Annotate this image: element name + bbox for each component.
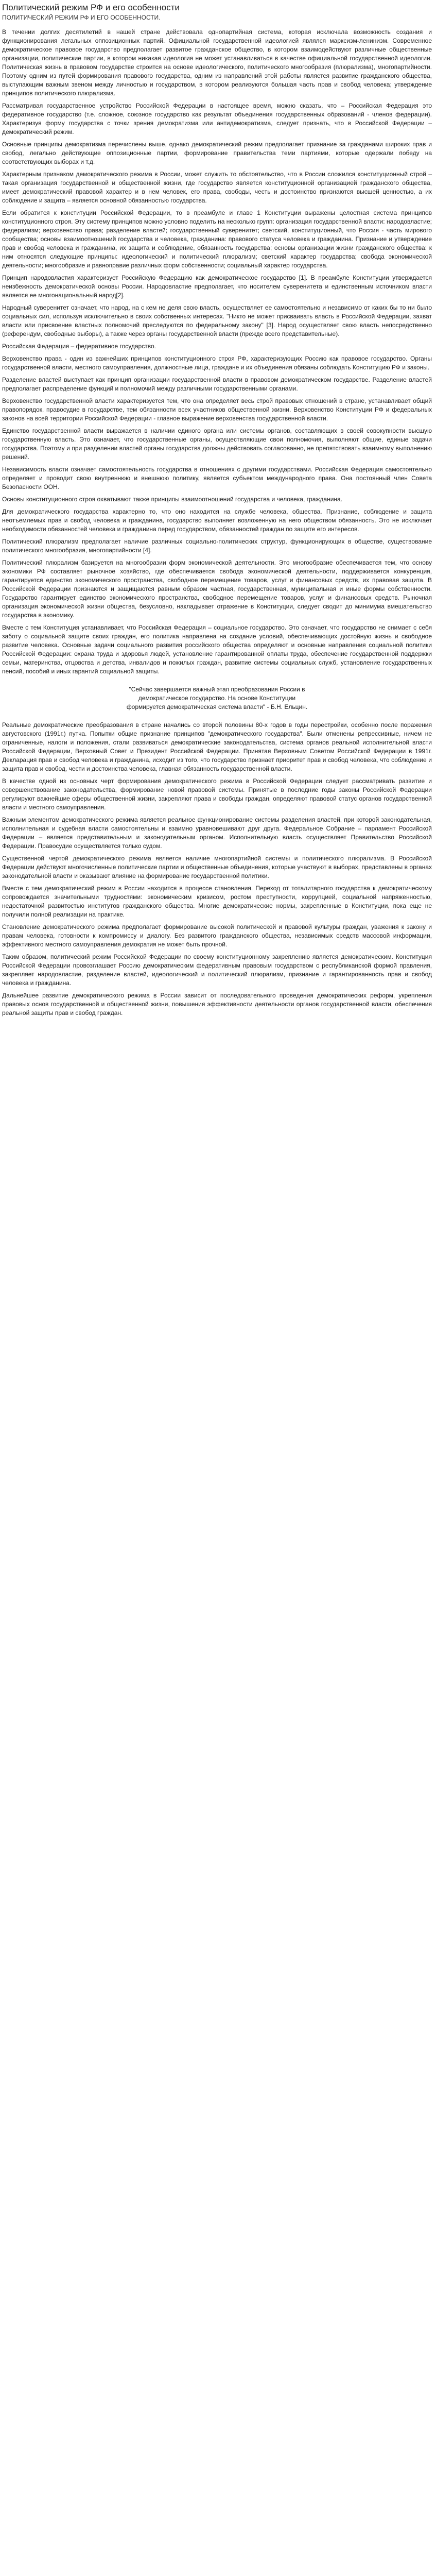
paragraph: Существенной чертой демократического режима является наличие многопартийной системы и политического плюрализма. В Российской Федерации действуют многочисленные политические партии и общественные объединения, которые участвуют в выборах, представлены в органах законодательной власти и оказывают влияние на формирование государственной политики. (2, 855, 432, 879)
quote-line: формируется демократическая система власти" - Б.Н. Ельцин. (126, 703, 308, 710)
paragraph: Разделение властей выступает как принцип организации государственной власти в правовом демократическом государстве. Разделение властей предполагает распределение функций и полномочий между различными государственными органами. (2, 376, 432, 392)
paragraph: Характерным признаком демократического режима в России, может служить то обстоятельство, что в России сложился конституционный строй – такая организация государственной и общественной жизни, где государство является конституционной организацией гражданского общества, имеет демократический правовой характер и в нем человек, его права, свободы, честь и достоинство признаются высшей ценностью, а их соблюдение и защита – является основной обязанностью государства. (2, 171, 432, 204)
paragraph: Таким образом, политический режим Российской Федерации по своему конституционному закреплению является демократическим. Конституция Российской Федерации провозглашает Россию демократическим федеративным правовым государством с республиканской формой правления, закрепляет народовластие, разделение властей, идеологический и политический плюрализм, признание и гарантированность прав и свобод человека и гражданина. (2, 953, 432, 987)
paragraph: Независимость власти означает самостоятельность государства в отношениях с другими государствами. Российская Федерация самостоятельно определяет и проводит свою внутреннюю и внешнюю политику, является субъектом международного права. Она постоянный член Совета Безопасности ООН. (2, 466, 432, 490)
paragraph: Если обратится к конституции Российской Федерации, то в преамбуле и главе 1 Конституции выражены целостная система принципов конституционного строя. Эту систему принципов можно условно поделить на несколько групп: организация государственной власти: народовластие; федерализм; верховенство права; разделение властей; государственный суверенитет; светский, конституционный, что Россия - часть мирового сообщества; основы взаимоотношений государства и человека, гражданина: правового статуса человека и гражданина. Признание и утверждение прав и свобод человека и гражданина, их защита и соблюдение, обязанность государства; основы организации жизни гражданского общества: к ним относятся следующие принципы: идеологический и политический плюрализм; светский характер государства; свобода экономической деятельности; многообразие и равноправие различных форм собственности; социальный характер государства. (2, 209, 432, 269)
paragraph: Народный суверенитет означает, что народ, на с кем не деля свою власть, осуществляет ее самостоятельно и независимо от каких бы то ни было социальных сил, используя исключительно в своих собственных интересах. "Никто не может присваивать власть в Российской Федерации, захват власти или присвоение властных полномочий преследуются по федеральному закону" [3]. Народ осуществляет свою власть непосредственно (референдум, свободные выборы), а также через органы государственной власти (прежде всего представительные). (2, 304, 432, 337)
quote-line: демократическое государство. На основе Конституции (138, 694, 296, 702)
paragraph: Основные принципы демократизма перечислены выше, однако демократический режим предполагает признание за гражданами широких прав и свобод, легально действующие оппозиционные партии, формирование правительства теми партиями, которые одержали победу на соответствующих выборах и т.д. (2, 141, 432, 165)
paragraph: Дальнейшее развитие демократического режима в России зависит от последовательного проведения демократических реформ, укрепления правовых основ государственной и общественной жизни, повышения эффективности деятельности органов государственной власти, обеспечения реальной защиты прав и свобод граждан. (2, 992, 432, 1016)
paragraph: Важным элементом демократического режима является реальное функционирование системы разделения властей, при которой законодательная, исполнительная и судебная власти самостоятельны и взаимно уравновешивают друг друга. Федеральное Собрание – парламент Российской Федерации – является представительным и законодательным органом. Исполнительную власть осуществляет Правительство Российской Федерации. Правосудие осуществляется только судом. (2, 816, 432, 850)
paragraph: Рассматривая государственное устройство Российской Федерации в настоящее время, можно сказать, что – Российская Федерация это федеративное государство (т.е. сложное, союзное государство как результат объединения государственных образований - членов федерации). Характеризуя форму государства с точки зрения демократизма или антидемократизма, следует признать, что в Российской Федерации – демократический режим. (2, 102, 432, 135)
paragraph: Российская Федерация – федеративное государство. (2, 343, 156, 350)
paragraph: Верховенство права - один из важнейших принципов конституционного строя РФ, характеризующих Россию как правовое государство. Органы государственной власти, местного самоуправления, должностные лица, граждане и их объединения обязаны соблюдать Конституцию РФ и законы. (2, 355, 432, 371)
document-body (2, 28, 432, 1018)
paragraph: В течении долгих десятилетий в нашей стране действовала однопартийная система, которая исключала возможность создания и функционирования легальных оппозиционных партий. Официальной государственной идеологией являлся марксизм-ленинизм. Современное демократическое правовое государство предполагает развитое гражданское общество, в котором взаимодействуют различные общественные организации, политические партии, в котором никакая идеология не может устанавливаться в качестве официальной государственной идеологии. Политическая жизнь в правовом государстве строится на основе идеологического, политического многообразия (плюрализма), многопартийности. Поэтому одним из путей формирования правового государства, одним из направлений этой работы является развитие гражданского общества, выступающим важным звеном между личностью и государством, в котором реализуются большая часть прав и свобод человека; утверждение принципов политического плюрализма. (2, 28, 432, 97)
page-subtitle: ПОЛИТИЧЕСКИЙ РЕЖИМ РФ И ЕГО ОСОБЕННОСТИ. (2, 14, 161, 21)
paragraph: Основы конституционного строя охватывают также принципы взаимоотношений государства и человека, гражданина. (2, 496, 343, 503)
paragraph: Верховенство государственной власти характеризуется тем, что она определяет весь строй правовых отношений в стране, устанавливает общий правопорядок, правосудие в государстве, тем обязанности всех участников общественной жизни. Верховенство Конституции РФ и федеральных законов на всей территории Российской Федерации - главное выражение верховенства государственной власти. (2, 397, 432, 422)
paragraph: Единство государственной власти выражается в наличии единого органа или системы органов, составляющих в своей совокупности высшую государственную власть. Это означает, что государственные органы, осуществляющие свои полномочия, выполняют общие, единые задачи государства. Поэтому и при разделении властей органы государства должны действовать согласованно, не препятствовать взаимному выполнению решений. (2, 427, 432, 461)
paragraph: Политический плюрализм базируется на многообразии форм экономической деятельности. Это многообразие обеспечивается тем, что основу экономики РФ составляет рыночное хозяйство, где обеспечивается свобода экономической деятельности, поддерживается конкуренция, гарантируется единство экономического пространства, свободное перемещение товаров, услуг и финансовых средств, их правовая защита. В Российской Федерации признаются и защищаются равным образом частная, государственная, муниципальная и иные формы собственности. Государство гарантирует единство экономического пространства, свободное перемещение товаров, услуг и финансовых средств. Рыночная организация экономической жизни общества, безусловно, накладывает отражение в Конституции, следует сводит до минимума вмешательство государства в экономику. (2, 559, 432, 619)
page-title: Политический режим РФ и его особенности (2, 3, 180, 12)
paragraph: Для демократического государства характерно то, что оно находится на службе человека, общества. Признание, соблюдение и защита неотъемлемых прав и свобод человека и гражданина, государство выполняет возложенную на него обществом обязанность. Это не исключает необходимости обязанностей человека и гражданина перед государством, обязанностей граждан по защите его интересов. (2, 508, 432, 533)
quote-line: "Сейчас завершается важный этап преобразования России в (129, 686, 305, 693)
paragraph: Политический плюрализм предполагает наличие различных социально-политических структур, функционирующих в обществе, существование политического многообразия, многопартийности [4]. (2, 538, 432, 554)
paragraph: Вместе с тем Конституция устанавливает, что Российская Федерация – социальное государство. Это означает, что государство не снимает с себя заботу о социальной защите своих граждан, его политика направлена на создание условий, обеспечивающих достойную жизнь и свободное развитие человека. Основные задачи социального развития российского общества определяют и основные направления социальной политики Российской Федерации: охрана труда и здоровья людей, установление гарантированной оплаты труда, обеспечение государственной поддержки семьи, материнства, отцовства и детства, инвалидов и пожилых граждан, развитие системы социальных служб, установление государственных пенсий, пособий и иных гарантий социальной защиты. (2, 624, 432, 675)
paragraph: В качестве одной из основных черт формирования демократического режима в Российской Федерации следует рассматривать развитие и совершенствование законодательства, формирование новой правовой системы. Принятые в последние годы законы Российской Федерации регулируют важнейшие сферы общественной жизни, закрепляют права и свободы граждан, определяют правовой статус органов государственной власти и местного самоуправления. (2, 777, 432, 811)
document-page (0, 0, 436, 1033)
paragraph: Становление демократического режима предполагает формирование высокой политической и правовой культуры граждан, уважения к закону и правам человека, готовности к компромиссу и диалогу. Без развитого гражданского общества, независимых средств массовой информации, эффективного местного самоуправления демократия не может быть прочной. (2, 923, 432, 948)
paragraph: Вместе с тем демократический режим в России находится в процессе становления. Переход от тоталитарного государства к демократическому сопровождается значительными трудностями: экономическим кризисом, ростом преступности, коррупцией, социальной напряженностью, недостаточной развитостью институтов гражданского общества. Многие демократические нормы, закрепленные в Конституции, пока еще не получили полной реализации на практике. (2, 885, 432, 918)
quote-block (2, 685, 432, 711)
paragraph: Реальные демократические преобразования в стране начались со второй половины 80-х годов в годы перестройки, особенно после поражения августовского (1991г.) путча. Попытки общие признание принципов "демократического государства". Были отменены репрессивные, ничем не ограниченные, налоги и положения, стали развиваться демократические законодательства, система органов реальной исполнительной власти Российской Федерации, Верховный Совет и Президент Российской Федерации. Принятая Верховным Советом Российской Федерации в 1991г. Декларация прав и свобод человека и гражданина, исходит из того, что государство признает приоритет прав и свобод человека, что соблюдение и защита прав и свобод, чести и достоинства человека, главная обязанность государственной власти. (2, 721, 432, 772)
paragraph: Принцип народовластия характеризует Российскую Федерацию как демократическое государство [1]. В преамбуле Конституции утверждается неизбежность демократической основы России. Народовластие предполагает, что носителем суверенитета и единственным источником власти является ее многонациональный народ[2]. (2, 274, 432, 299)
